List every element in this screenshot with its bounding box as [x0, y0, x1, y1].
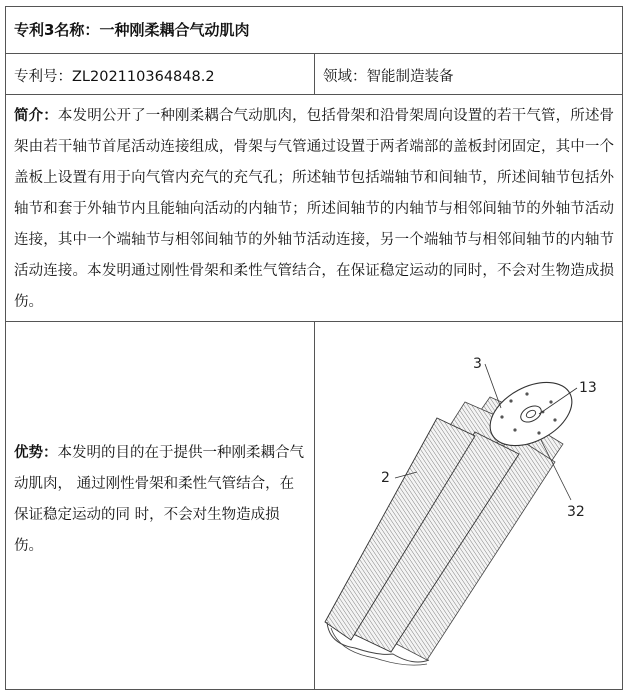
summary-cell — [6, 95, 622, 321]
label-shaft-section: 32 — [567, 504, 585, 520]
patent-title: 专利3名称：一种刚柔耦合气动肌肉 — [14, 21, 250, 39]
label-inflation-hole: 13 — [579, 380, 597, 396]
info-row — [6, 54, 622, 95]
advantage-text: 本发明的目的在于提供一种刚柔耦合气动肌肉， 通过刚性骨架和柔性气管结合，在保证稳定运动的同 时，不会对生物造成损伤。 — [14, 445, 304, 554]
advantage-cell — [6, 322, 315, 689]
patent-number: 专利号：ZL202110364848.2 — [6, 54, 315, 94]
label-cover-plate: 3 — [473, 356, 482, 372]
summary-text: 本发明公开了一种刚柔耦合气动肌肉，包括骨架和沿骨架周向设置的若干气管，所述骨架由若干轴节首尾活动连接组成，骨架与气管通过设置于两者端部的盖板封闭固定，其中一个盖板上设置有用于向气管内充气的充气孔；所述轴节包括端轴节和间轴节，所述间轴节包括外轴节和套于外轴节内且能轴向活动的内轴节；所述间轴节的内轴节与相邻间轴节的外轴节活动连接，其中一个端轴节与相邻间轴节的外轴节活动连接，另一个端轴节与相邻间轴节的内轴节活动连接。本发明通过刚性骨架和柔性气管结合，在保证稳定运动的同时，不会对生物造成损伤。 — [14, 108, 615, 310]
patent-field: 领域：智能制造装备 — [323, 69, 454, 85]
advantage-paragraph — [14, 438, 306, 562]
label-air-tube: 2 — [381, 470, 390, 486]
summary-row — [6, 95, 622, 322]
advantage-label: 优势： — [14, 445, 58, 461]
title-row — [6, 7, 622, 54]
summary-label: 简介： — [14, 108, 58, 124]
pneumatic-muscle-figure — [315, 322, 623, 688]
figure-cell — [315, 322, 622, 689]
patent-table — [5, 6, 623, 690]
advantage-row — [6, 322, 622, 689]
